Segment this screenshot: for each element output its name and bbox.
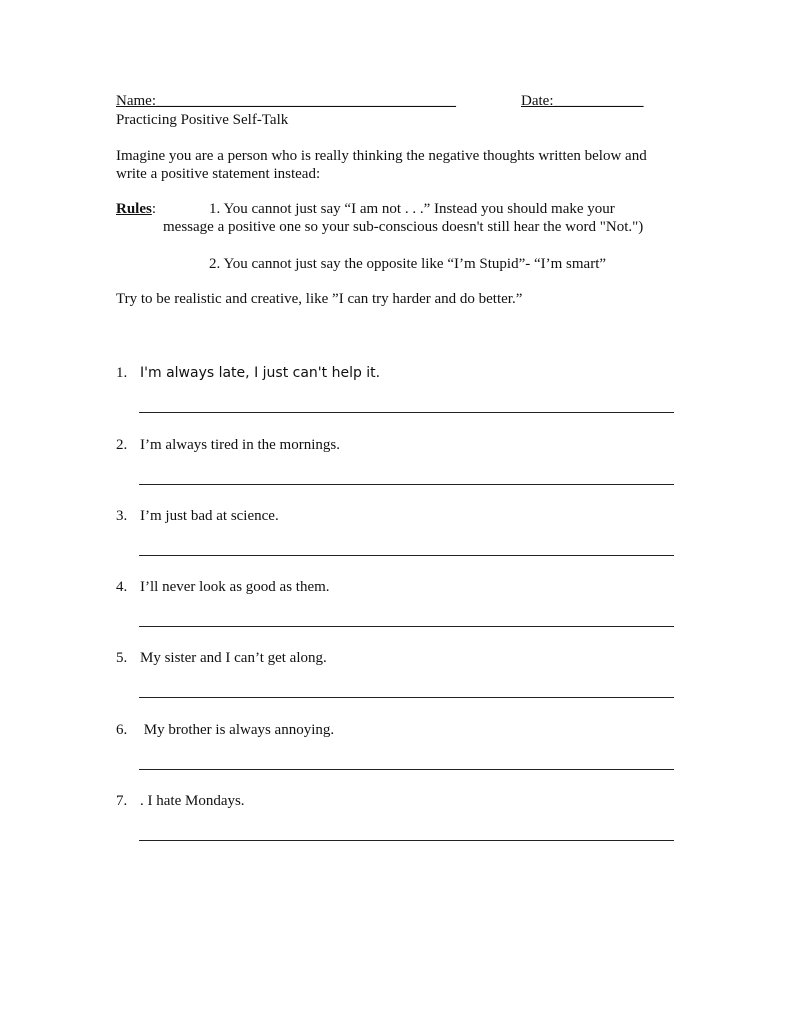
question-number: 2. — [116, 437, 128, 453]
page-title: Practicing Positive Self-Talk — [116, 112, 289, 128]
question-text: I’m always tired in the mornings. — [140, 437, 340, 453]
question-number: 5. — [116, 650, 128, 666]
answer-line[interactable] — [139, 840, 674, 841]
question-number: 1. — [116, 365, 128, 381]
answer-line[interactable] — [139, 769, 674, 770]
date-blank[interactable]: ____________ — [553, 93, 644, 109]
name-field[interactable] — [116, 92, 456, 110]
rules-heading — [116, 200, 156, 218]
rules-label: Rules — [116, 201, 152, 217]
name-blank[interactable]: ________________________________________ — [155, 93, 456, 109]
question-number: 7. — [116, 793, 128, 809]
instructions-line-2: write a positive statement instead: — [116, 166, 321, 182]
question-number: 3. — [116, 508, 128, 524]
answer-line[interactable] — [139, 626, 674, 627]
tip-text: Try to be realistic and creative, like ”I can try harder and do better.” — [116, 291, 523, 307]
name-label: Name: — [116, 93, 156, 109]
question-text: I'm always late, I just can't help it. — [140, 365, 381, 381]
answer-line[interactable] — [139, 412, 674, 413]
question-number: 6. — [116, 722, 128, 738]
date-label: Date: — [521, 93, 554, 109]
rules-colon: : — [151, 201, 157, 217]
question-text: My sister and I can’t get along. — [140, 650, 327, 666]
question-text: My brother is always annoying. — [140, 722, 335, 738]
question-text: I’m just bad at science. — [140, 508, 279, 524]
question-text: I’ll never look as good as them. — [140, 579, 330, 595]
question-number: 4. — [116, 579, 128, 595]
answer-line[interactable] — [139, 484, 674, 485]
instructions-line-1: Imagine you are a person who is really thinking the negative thoughts written below and — [116, 148, 647, 164]
question-text: . I hate Mondays. — [140, 793, 245, 809]
rule-1-line-1: 1. You cannot just say “I am not . . .” Instead you should make your — [209, 201, 615, 217]
date-field[interactable] — [521, 92, 643, 110]
answer-line[interactable] — [139, 555, 674, 556]
answer-line[interactable] — [139, 697, 674, 698]
rule-1-line-2: message a positive one so your sub-conscious doesn't still hear the word "Not.") — [163, 219, 644, 235]
rule-2: 2. You cannot just say the opposite like “I’m Stupid”- “I’m smart” — [209, 256, 607, 272]
